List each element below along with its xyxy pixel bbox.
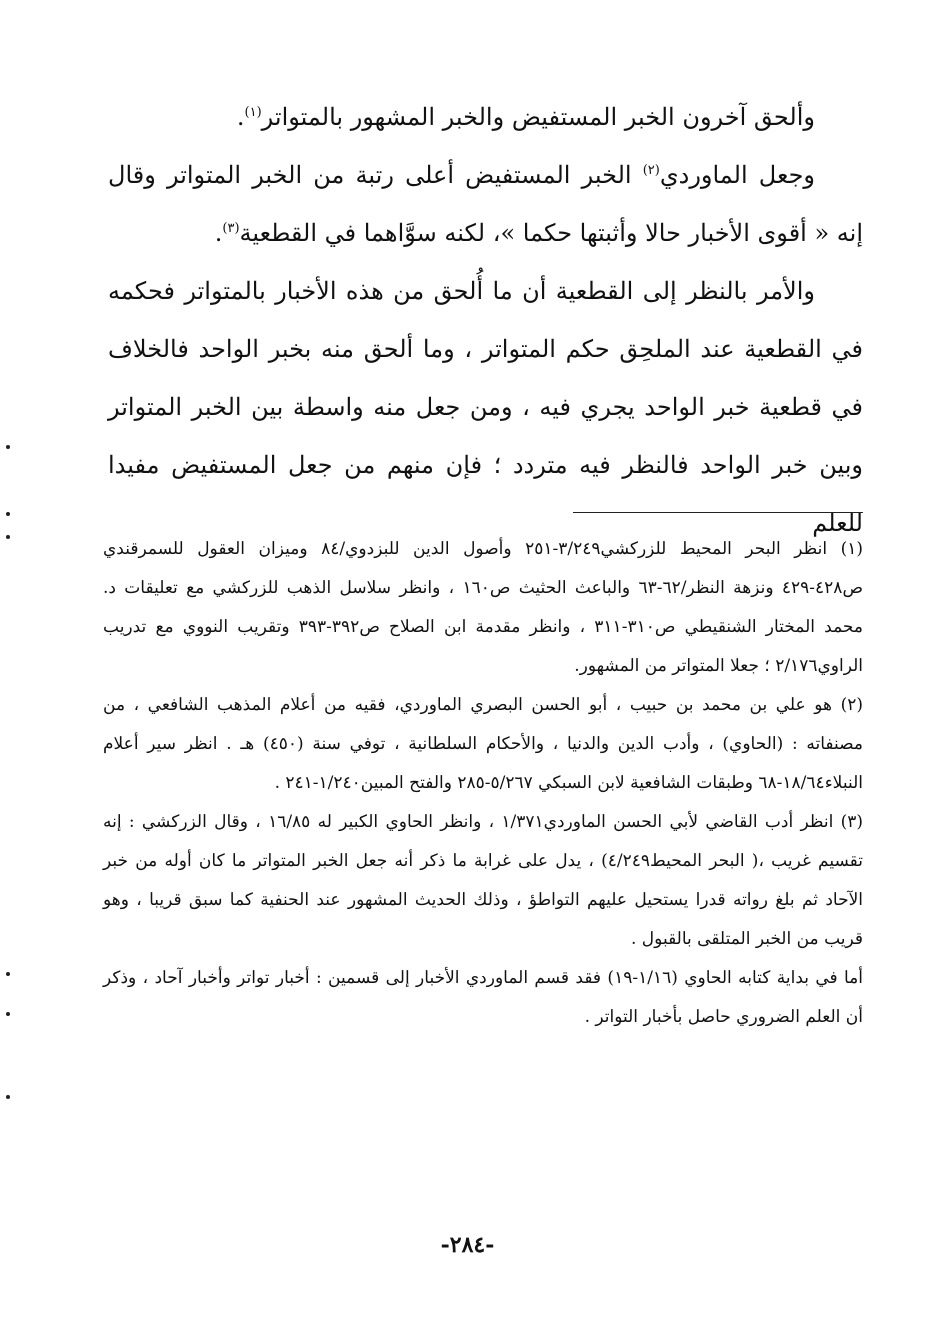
paragraph-text: .: [236, 103, 245, 131]
footnotes: [103, 530, 863, 1037]
margin-speck: [6, 535, 10, 539]
paragraph-text: .: [214, 219, 223, 247]
margin-speck: [6, 445, 10, 449]
body-paragraph-1: [108, 88, 863, 146]
paragraph-text: وجعل الماوردي: [659, 161, 815, 189]
paragraph-text: وألحق آخرون الخبر المستفيض والخبر المشهور بالمتواتر: [261, 103, 815, 131]
margin-speck: [6, 512, 10, 516]
margin-speck: [6, 972, 10, 976]
footnote-reference: (٢): [642, 163, 660, 178]
main-text: [108, 88, 863, 552]
margin-speck: [6, 1012, 10, 1016]
footnote-1: (١) انظر البحر المحيط للزركشي٣/٢٤٩-٢٥١ وأصول الدين للبزدوي/٨٤ وميزان العقول للسمرقندي ص٤٢٨-٤٢٩ ونزهة النظر/٦٢-٦٣ والباعث الحثيث ص١٦٠ ، وانظر سلاسل الذهب للزركشي مع تعليقات د. محمد المختار الشنقيطي ص٣١٠-٣١١ ، وانظر مقدمة ابن الصلاح ص٣٩٢-٣٩٣ وتقريب النووي مع تدريب الراوي٢/١٧٦ ؛ جعلا المتواتر من المشهور.: [103, 539, 864, 676]
body-paragraph-2: [108, 146, 863, 262]
body-paragraph-3: والأمر بالنظر إلى القطعية أن ما أُلحق من هذه الأخبار بالمتواتر فحكمه في القطعية عند الملحِق حكم المتواتر ، وما ألحق منه بخبر الواحد فالخلاف في قطعية خبر الواحد يجري فيه ، ومن جعل منه واسطة بين الخبر المتواتر وبين خبر الواحد فالنظر فيه متردد ؛ فإن منهم من جعل المستفيض مفيدا للعلم: [108, 277, 863, 537]
footnote-reference: (٣): [222, 221, 240, 236]
footnote-reference: (١): [244, 105, 262, 120]
footnote-separator: [573, 512, 863, 513]
margin-speck: [6, 1095, 10, 1099]
paragraph-text: الخبر المستفيض أعلى رتبة من الخبر المتواتر وقال إنه « أقوى الأخبار حالا وأثبتها حكما »، لكنه سوَّاهما في القطعية: [108, 161, 863, 247]
page-number: -٢٨٤-: [440, 1232, 495, 1258]
footnote-3: (٣) انظر أدب القاضي لأبي الحسن الماوردي١/٣٧١ ، وانظر الحاوي الكبير له ١٦/٨٥ ، وقال الزركشي : إنه تقسيم غريب ،( البحر المحيط٤/٢٤٩) ، يدل على غرابة ما ذكر أنه جعل الخبر المتواتر ما كان أوله من خبر الآحاد ثم بلغ رواته قدرا يستحيل عليهم التواطؤ ، وذلك الحديث المشهور عند الحنفية كما سبق قريبا ، وهو قريب من الخبر المتلقى بالقبول .: [103, 812, 863, 949]
footnote-2: (٢) هو علي بن محمد بن حبيب ، أبو الحسن البصري الماوردي، فقيه من أعلام المذهب الشافعي ، من مصنفاته : (الحاوي) ، وأدب الدين والدنيا ، والأحكام السلطانية ، توفي سنة (٤٥٠) هـ . انظر سير أعلام النبلاء١٨/٦٤-٦٨ وطبقات الشافعية لابن السبكي ٥/٢٦٧-٢٨٥ والفتح المبين١/٢٤٠-٢٤١ .: [103, 695, 863, 793]
footnote-3-continuation: أما في بداية كتابه الحاوي (١/١٦-١٩) فقد قسم الماوردي الأخبار إلى قسمين : أخبار تواتر وأخبار آحاد ، وذكر أن العلم الضروري حاصل بأخبار التواتر .: [103, 968, 864, 1027]
